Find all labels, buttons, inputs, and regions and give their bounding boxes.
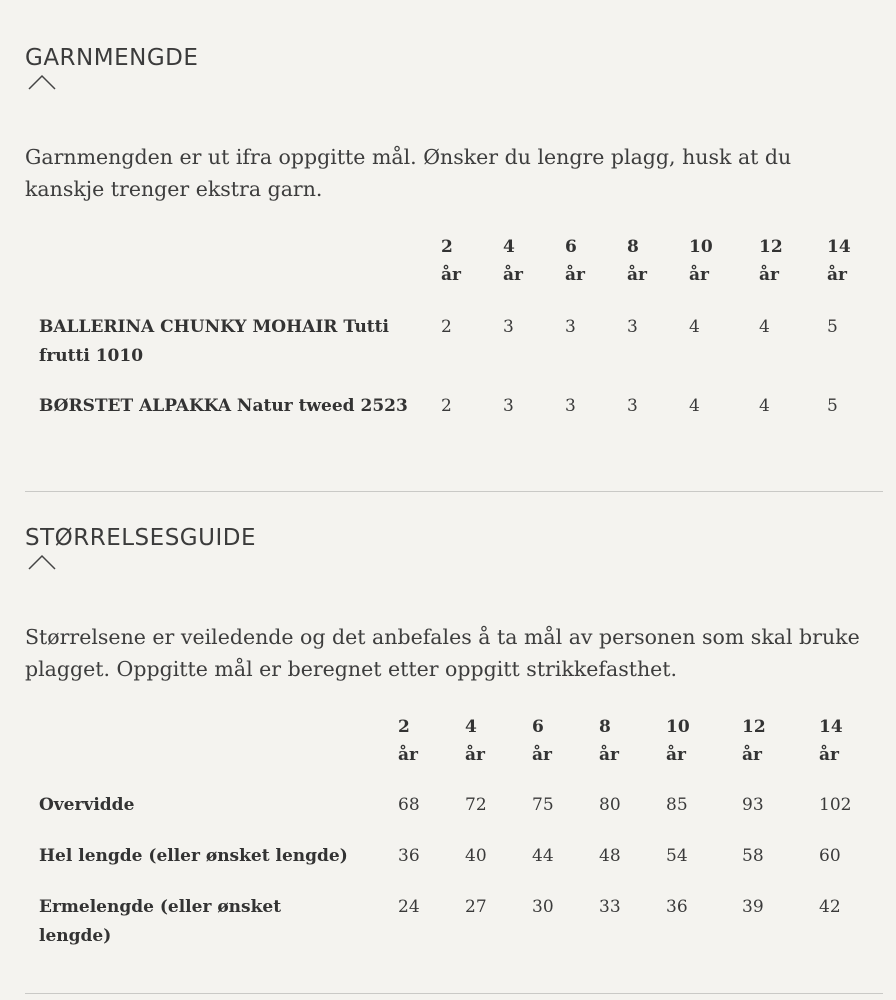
chevron-up-icon[interactable] (27, 553, 57, 571)
row-label: Hel lengde (eller ønsket lengde) (39, 846, 348, 866)
chevron-up-icon[interactable] (27, 73, 57, 91)
table-cell: 42 (819, 897, 841, 917)
table-cell: 3 (503, 396, 514, 416)
table-cell: 5 (827, 396, 838, 416)
table-cell: 3 (565, 396, 576, 416)
size-header: 14 år (827, 237, 851, 285)
table-cell: 44 (532, 846, 554, 866)
yarn-table-header (39, 233, 867, 313)
table-cell: 72 (465, 795, 487, 815)
size-header: 14 år (819, 717, 843, 765)
yarn-section (25, 47, 883, 97)
size-guide-table (39, 713, 865, 953)
yarn-table (39, 233, 867, 452)
size-header: 2 år (441, 237, 461, 285)
table-cell: 24 (398, 897, 420, 917)
size-header: 6 år (532, 717, 552, 765)
size-header: 4 år (503, 237, 523, 285)
yarn-intro: Garnmengden er ut ifra oppgitte mål. Ønsker du lengre plagg, husk at du kanskje trenger ekstra garn. (25, 145, 792, 201)
table-cell: 68 (398, 795, 420, 815)
table-cell: 48 (599, 846, 621, 866)
table-cell: 2 (441, 317, 452, 337)
section-divider (25, 491, 883, 492)
size-header: 8 år (627, 237, 647, 285)
size-guide-table-header (39, 713, 865, 791)
table-row (39, 842, 865, 893)
size-header: 2 år (398, 717, 418, 765)
table-cell: 30 (532, 897, 554, 917)
table-cell: 4 (759, 317, 770, 337)
table-row (39, 791, 865, 842)
table-row (39, 392, 867, 452)
table-row (39, 893, 865, 953)
row-label: BØRSTET ALPAKKA Natur tweed 2523 (39, 396, 408, 416)
table-cell: 54 (666, 846, 688, 866)
size-header: 12 år (759, 237, 783, 285)
size-header: 12 år (742, 717, 766, 765)
size-header: 10 år (689, 237, 713, 285)
table-cell: 3 (503, 317, 514, 337)
size-guide-section (25, 527, 883, 577)
table-cell: 75 (532, 795, 554, 815)
table-cell: 36 (666, 897, 688, 917)
table-cell: 93 (742, 795, 764, 815)
table-cell: 3 (627, 396, 638, 416)
table-cell: 60 (819, 846, 841, 866)
table-cell: 33 (599, 897, 621, 917)
section-divider (25, 993, 883, 994)
table-row (39, 313, 867, 392)
table-cell: 4 (689, 396, 700, 416)
table-cell: 3 (565, 317, 576, 337)
yarn-section-title: GARNMENGDE (25, 45, 199, 71)
table-cell: 58 (742, 846, 764, 866)
table-cell: 39 (742, 897, 764, 917)
row-label: BALLERINA CHUNKY MOHAIR Tutti frutti 1010 (39, 317, 389, 366)
table-cell: 40 (465, 846, 487, 866)
size-guide-intro: Størrelsene er veiledende og det anbefales å ta mål av personen som skal bruke plagget. Oppgitte mål er beregnet etter oppgitt strikkefasthet. (25, 625, 860, 681)
size-header: 8 år (599, 717, 619, 765)
table-cell: 36 (398, 846, 420, 866)
table-cell: 85 (666, 795, 688, 815)
table-cell: 80 (599, 795, 621, 815)
size-header: 10 år (666, 717, 690, 765)
size-guide-section-title: STØRRELSESGUIDE (25, 525, 256, 551)
row-label: Ermelengde (eller ønsket lengde) (39, 897, 282, 946)
size-header: 6 år (565, 237, 585, 285)
row-label: Overvidde (39, 795, 135, 815)
table-cell: 3 (627, 317, 638, 337)
table-cell: 4 (689, 317, 700, 337)
table-cell: 27 (465, 897, 487, 917)
size-header: 4 år (465, 717, 485, 765)
table-cell: 2 (441, 396, 452, 416)
table-cell: 102 (819, 795, 852, 815)
table-cell: 4 (759, 396, 770, 416)
table-cell: 5 (827, 317, 838, 337)
